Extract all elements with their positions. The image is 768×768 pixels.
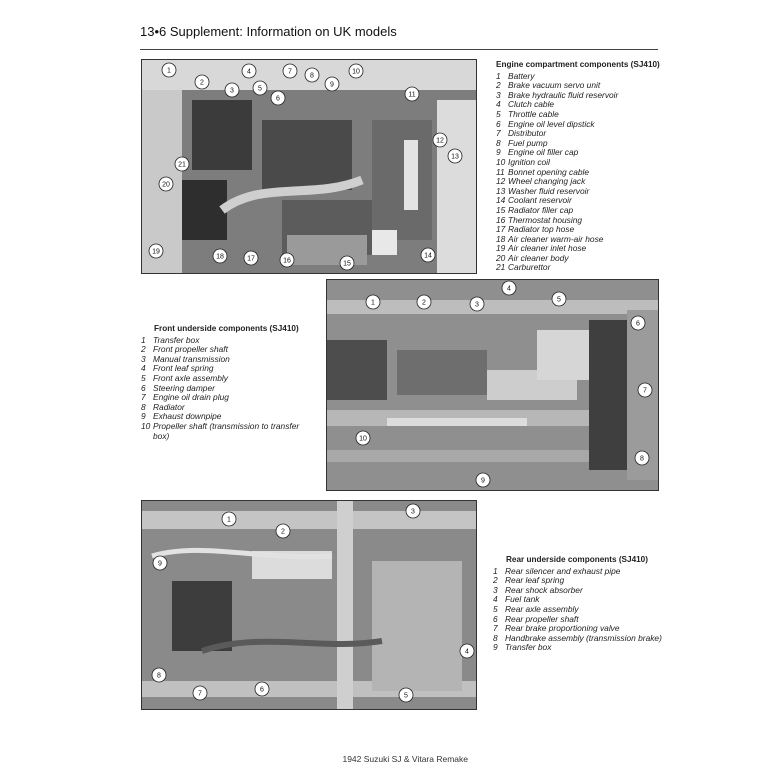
legend-item-number: 7 — [141, 392, 146, 403]
callout-label: 11 — [408, 91, 416, 99]
legend-item-number: 1 — [493, 565, 498, 576]
legend-item-label: Handbrake assembly (transmission brake) — [505, 632, 662, 643]
engine-legend-title: Engine compartment components (SJ410) — [496, 60, 660, 69]
legend-item-number: 16 — [496, 214, 506, 225]
legend-item-label: Wheel changing jack — [508, 176, 586, 187]
legend-item-number: 3 — [496, 89, 501, 100]
callout-label: 2 — [281, 528, 285, 536]
callout-label: 4 — [247, 68, 251, 76]
legend-item-label: Engine oil drain plug — [153, 392, 229, 403]
callout-label: 8 — [310, 72, 314, 80]
legend-item-number: 5 — [493, 603, 498, 614]
legend-item-label: Coolant reservoir — [508, 195, 572, 206]
front-underside-photo — [326, 279, 659, 491]
callout-label: 15 — [343, 260, 351, 268]
callout-label: 1 — [167, 67, 171, 75]
legend-item-number: 1 — [496, 70, 501, 81]
legend-item-label: Rear leaf spring — [505, 575, 565, 586]
legend-item-number: 12 — [496, 176, 506, 187]
legend-item-number: 9 — [493, 642, 498, 653]
legend-item-number: 9 — [496, 147, 501, 158]
callout-label: 5 — [557, 296, 561, 304]
callout-label: 2 — [422, 299, 426, 307]
front-legend-item — [141, 422, 311, 441]
legend-item-label: Throttle cable — [508, 108, 559, 119]
legend-item-label: Front axle assembly — [153, 372, 228, 383]
callout-label: 8 — [640, 455, 644, 463]
legend-item-number: 3 — [493, 584, 498, 595]
legend-item-label: Rear shock absorber — [505, 584, 583, 595]
callout-label: 12 — [436, 137, 444, 145]
callout-label: 3 — [230, 87, 234, 95]
legend-item-label: Fuel pump — [508, 137, 548, 148]
legend-item-label: Transfer box — [505, 642, 552, 653]
legend-item-number: 1 — [141, 334, 146, 345]
callout-label: 2 — [200, 79, 204, 87]
rear-legend-list — [493, 567, 673, 653]
callout-label: 4 — [465, 648, 469, 656]
legend-item-label: Exhaust downpipe — [153, 411, 222, 422]
legend-item-number: 14 — [496, 195, 506, 206]
callout-label: 18 — [216, 253, 224, 261]
engine-legend-item — [496, 263, 676, 273]
legend-item-number: 11 — [496, 166, 505, 177]
engine-legend — [496, 60, 676, 273]
callout-label: 10 — [359, 435, 367, 443]
legend-item-label: Rear silencer and exhaust pipe — [505, 565, 621, 576]
engine-legend-list — [496, 72, 676, 273]
callout-label: 7 — [643, 387, 647, 395]
legend-item-label: Transfer box — [153, 334, 200, 345]
legend-item-number: 7 — [493, 623, 498, 634]
legend-item-number: 19 — [496, 243, 506, 254]
legend-item-number: 18 — [496, 233, 506, 244]
legend-item-number: 8 — [496, 137, 501, 148]
legend-item-number: 6 — [141, 382, 146, 393]
callout-label: 7 — [288, 68, 292, 76]
legend-item-number: 21 — [496, 262, 506, 273]
front-legend-title: Front underside components (SJ410) — [154, 324, 299, 333]
front-legend-list — [141, 336, 311, 442]
callout-label: 21 — [178, 161, 186, 169]
callout-label: 4 — [507, 285, 511, 293]
legend-item-label: Brake hydraulic fluid reservoir — [508, 89, 619, 100]
legend-item-label: Front leaf spring — [153, 363, 214, 374]
legend-item-number: 8 — [493, 632, 498, 643]
legend-item-label: Bonnet opening cable — [508, 166, 590, 177]
rear-underside-photo — [141, 500, 477, 710]
callout-label: 3 — [411, 508, 415, 516]
legend-item-number: 13 — [496, 185, 506, 196]
callout-label: 7 — [198, 690, 202, 698]
rear-legend-item — [493, 643, 673, 653]
legend-item-number: 17 — [496, 224, 506, 235]
legend-item-label: Washer fluid reservoir — [508, 185, 590, 196]
legend-item-label: Fuel tank — [505, 594, 540, 605]
callout-label: 13 — [451, 153, 459, 161]
legend-item-label: Brake vacuum servo unit — [508, 80, 601, 91]
legend-item-label: Distributor — [508, 128, 547, 139]
legend-item-number: 4 — [141, 363, 146, 374]
engine-compartment-photo — [141, 59, 477, 274]
callout-label: 9 — [158, 560, 162, 568]
legend-item-label: Propeller shaft (transmission to transfer box) — [153, 420, 300, 441]
page-footer: 1942 Suzuki SJ & Vitara Remake — [342, 754, 468, 764]
legend-item-number: 9 — [141, 411, 146, 422]
legend-item-label: Engine oil filler cap — [508, 147, 579, 158]
legend-item-number: 6 — [496, 118, 501, 129]
legend-item-label: Ignition coil — [508, 156, 550, 167]
legend-item-label: Carburettor — [508, 262, 551, 273]
legend-item-number: 2 — [141, 344, 146, 355]
legend-item-label: Steering damper — [153, 382, 215, 393]
callout-label: 9 — [481, 477, 485, 485]
legend-item-label: Air cleaner inlet hose — [508, 243, 587, 254]
callout-label: 10 — [352, 68, 360, 76]
callout-label: 3 — [475, 301, 479, 309]
callout-label: 19 — [152, 248, 160, 256]
callout-label: 16 — [283, 257, 291, 265]
rear-legend-title: Rear underside components (SJ410) — [506, 555, 648, 564]
legend-item-label: Air cleaner body — [508, 252, 569, 263]
front-legend — [141, 324, 311, 441]
legend-item-number: 6 — [493, 613, 498, 624]
legend-item-label: Thermostat housing — [508, 214, 583, 225]
legend-item-label: Engine oil level dipstick — [508, 118, 595, 129]
legend-item-number: 2 — [493, 575, 498, 586]
legend-item-number: 8 — [141, 401, 146, 412]
legend-item-label: Rear brake proportioning valve — [505, 623, 620, 634]
legend-item-label: Rear propeller shaft — [505, 613, 579, 624]
legend-item-label: Manual transmission — [153, 353, 230, 364]
callout-label: 17 — [247, 255, 255, 263]
legend-item-number: 2 — [496, 80, 501, 91]
callout-label: 5 — [404, 692, 408, 700]
legend-item-number: 4 — [496, 99, 501, 110]
callout-label: 5 — [258, 85, 262, 93]
rear-legend — [493, 555, 673, 653]
callout-label: 6 — [636, 320, 640, 328]
callout-label: 20 — [162, 181, 170, 189]
page-header: 13•6 Supplement: Information on UK models — [140, 24, 397, 39]
legend-item-number: 10 — [496, 156, 506, 167]
legend-item-label: Battery — [508, 70, 535, 81]
legend-item-number: 4 — [493, 594, 498, 605]
legend-item-number: 15 — [496, 204, 506, 215]
legend-item-number: 20 — [496, 252, 506, 263]
callout-label: 1 — [371, 299, 375, 307]
legend-item-number: 10 — [141, 420, 151, 431]
legend-item-label: Air cleaner warm-air hose — [508, 233, 604, 244]
callout-label: 6 — [276, 95, 280, 103]
legend-item-number: 5 — [141, 372, 146, 383]
callout-label: 9 — [330, 81, 334, 89]
legend-item-label: Radiator — [153, 401, 185, 412]
legend-item-label: Rear axle assembly — [505, 603, 579, 614]
legend-item-label: Radiator filler cap — [508, 204, 574, 215]
callout-label: 8 — [157, 672, 161, 680]
callout-label: 1 — [227, 516, 231, 524]
legend-item-number: 3 — [141, 353, 146, 364]
callout-label: 14 — [424, 252, 432, 260]
legend-item-label: Front propeller shaft — [153, 344, 228, 355]
legend-item-label: Radiator top hose — [508, 224, 575, 235]
legend-item-number: 7 — [496, 128, 501, 139]
legend-item-number: 5 — [496, 108, 501, 119]
callout-label: 6 — [260, 686, 264, 694]
header-rule — [140, 49, 658, 50]
legend-item-label: Clutch cable — [508, 99, 555, 110]
